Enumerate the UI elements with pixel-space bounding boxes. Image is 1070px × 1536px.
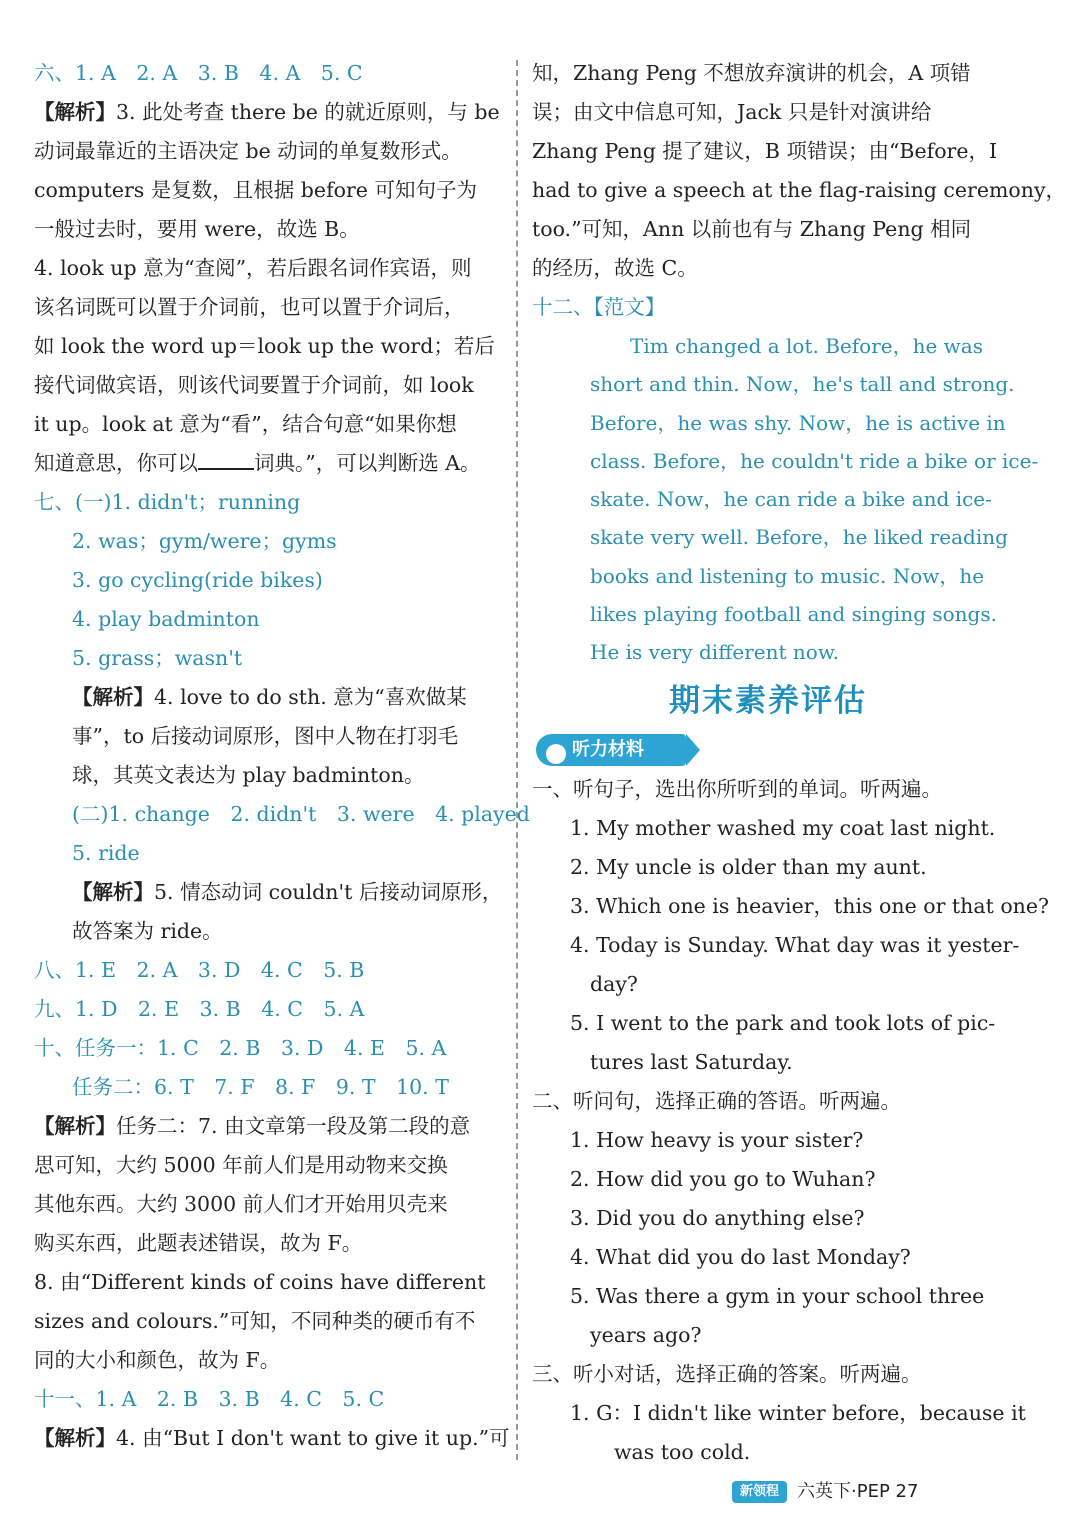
listening-line: was too cold.: [614, 1439, 751, 1464]
line-text: 同的大小和颜色，故为 F。: [34, 1348, 281, 1372]
analysis-tag: 【解析】: [34, 1114, 116, 1138]
answer-line: [34, 249, 506, 288]
fill-blank: [198, 444, 254, 470]
right-column: [532, 54, 1067, 1472]
line-text: 故答案为 ride。: [72, 919, 223, 943]
answer-line: [34, 210, 506, 249]
line-text: computers 是复数，且根据 before 可知句子为: [34, 178, 477, 202]
line-text: 5. ride: [72, 841, 140, 865]
listening-material: [532, 770, 1049, 1472]
answer-line: [34, 1146, 506, 1185]
analysis-line: 误；由文中信息可知，Jack 只是针对演讲给: [532, 100, 932, 124]
answer-line: [34, 990, 506, 1029]
answer-line: [34, 1224, 506, 1263]
answer-line: [34, 327, 506, 366]
analysis-line: Zhang Peng 提了建议，B 项错误；由“Before，I: [532, 139, 998, 163]
listening-line: 2. My uncle is older than my aunt.: [570, 854, 927, 879]
line-text: (二)1. change 2. didn't 3. were 4. played: [72, 802, 530, 826]
analysis-tag: 【解析】: [72, 685, 154, 709]
line-text: sizes and colours.”可知，不同种类的硬币有不: [34, 1309, 476, 1333]
section-title: 期末素养评估: [669, 682, 867, 719]
answer-line: [34, 405, 506, 444]
line-text: 5. 情态动词 couldn't 后接动词原形，: [154, 880, 503, 904]
line-text: 购买东西，此题表述错误，故为 F。: [34, 1231, 363, 1255]
essay-line: He is very different now.: [590, 640, 839, 665]
line-text: 一般过去时，要用 were，故选 B。: [34, 217, 360, 241]
line-text: 知道意思，你可以: [34, 451, 198, 475]
page-number: 六英下·PEP 27: [797, 1481, 919, 1502]
line-text: 十一、1. A 2. B 3. B 4. C 5. C: [34, 1387, 385, 1411]
line-text: 任务二：7. 由文章第一段及第二段的意: [116, 1114, 471, 1138]
analysis-line: 知，Zhang Peng 不想放弃演讲的机会，A 项错: [532, 61, 971, 85]
model-essay-heading: 十二、【范文】: [532, 295, 666, 319]
line-text: 动词最靠近的主语决定 be 动词的单复数形式。: [34, 139, 462, 163]
answer-line: [34, 1263, 506, 1302]
listening-line: 5. Was there a gym in your school three: [570, 1283, 985, 1308]
model-essay: [532, 327, 1039, 672]
answer-line: [34, 912, 506, 951]
answer-line: [34, 1029, 506, 1068]
essay-line: class. Before，he couldn't ride a bike or ice-: [590, 448, 1039, 473]
column-divider: [516, 60, 518, 1460]
answer-line: [34, 1068, 506, 1107]
answer-line: [34, 1419, 510, 1458]
answer-line: [34, 756, 506, 795]
line-text: 六、1. A 2. A 3. B 4. A 5. C: [34, 61, 363, 85]
answer-line: [34, 951, 506, 990]
line-text: 2. was；gym/were；gyms: [72, 529, 337, 553]
listening-line: 3. Which one is heavier，this one or that one?: [570, 893, 1049, 918]
analysis-tag: 【解析】: [72, 880, 154, 904]
line-text: 其他东西。大约 3000 前人们才开始用贝壳来: [34, 1192, 448, 1216]
essay-line: skate. Now，he can ride a bike and ice-: [590, 487, 992, 512]
essay-line: Tim changed a lot. Before，he was: [590, 334, 983, 358]
analysis-line: too.”可知，Ann 以前也有与 Zhang Peng 相同: [532, 217, 972, 241]
listening-line: day?: [590, 971, 638, 996]
listening-banner: 听力材料: [532, 730, 1004, 770]
listening-line: years ago?: [590, 1322, 702, 1347]
line-text: 词典。”，可以判断选 A。: [254, 451, 481, 475]
essay-line: books and listening to music. Now，he: [590, 563, 985, 588]
line-text: 九、1. D 2. E 3. B 4. C 5. A: [34, 997, 365, 1021]
headphone-icon: [546, 744, 566, 764]
line-text: 七、(一)1. didn't；running: [34, 490, 301, 514]
line-text: 如 look the word up＝look up the word；若后: [34, 334, 495, 358]
answer-line: [34, 795, 530, 834]
line-text: 十、任务一：1. C 2. B 3. D 4. E 5. A: [34, 1036, 447, 1060]
answer-line: [34, 639, 506, 678]
answer-line: [34, 522, 506, 561]
line-text: 思可知，大约 5000 年前人们是用动物来交换: [34, 1153, 448, 1177]
answer-line: [34, 1107, 506, 1146]
answer-line: [34, 444, 506, 483]
analysis-tag: 【解析】: [34, 100, 116, 124]
line-text: 8. 由“Different kinds of coins have different: [34, 1270, 486, 1294]
line-text: 4. play badminton: [72, 607, 260, 631]
answer-line: [34, 483, 506, 522]
listening-line: 4. Today is Sunday. What day was it yester-: [570, 932, 1020, 957]
listening-line: 3. Did you do anything else?: [570, 1205, 865, 1230]
left-column: [34, 54, 530, 1458]
analysis-tag: 【解析】: [34, 1426, 116, 1450]
analysis-line: had to give a speech at the flag-raising ceremony，: [532, 178, 1067, 202]
essay-line: short and thin. Now，he's tall and strong.: [590, 372, 1015, 397]
listening-line: 三、听小对话，选择正确的答案。听两遍。: [532, 1361, 922, 1386]
line-text: 4. love to do sth. 意为“喜欢做某: [154, 685, 467, 709]
answer-line: [34, 1302, 506, 1341]
answer-line: [34, 171, 506, 210]
answer-line: [34, 678, 506, 717]
answer-line: [34, 561, 506, 600]
answer-line: [34, 288, 506, 327]
listening-line: tures last Saturday.: [590, 1049, 793, 1074]
line-text: 该名词既可以置于介词前，也可以置于介词后，: [34, 295, 465, 319]
answer-line: [34, 93, 506, 132]
answer-line: [34, 132, 506, 171]
brand-logo: 新领程: [732, 1481, 787, 1503]
line-text: 4. look up 意为“查阅”，若后跟名词作宾语，则: [34, 256, 472, 280]
page-footer: [732, 1474, 918, 1510]
listening-line: 1. G：I didn't like winter before，because it: [570, 1400, 1026, 1425]
answer-line: [34, 1185, 506, 1224]
listening-line: 5. I went to the park and took lots of pic-: [570, 1010, 996, 1035]
answer-line: [34, 1341, 506, 1380]
essay-line: Before，he was shy. Now，he is active in: [590, 410, 1006, 435]
line-text: 3. go cycling(ride bikes): [72, 568, 323, 592]
listening-line: 2. How did you go to Wuhan?: [570, 1166, 876, 1191]
line-text: 3. 此处考查 there be 的就近原则，与 be: [116, 100, 500, 124]
listening-line: 1. My mother washed my coat last night.: [570, 815, 996, 840]
answer-line: [34, 54, 506, 93]
answer-line: [34, 717, 506, 756]
line-text: 4. 由“But I don't want to give it up.”可: [116, 1426, 510, 1450]
line-text: 球，其英文表达为 play badminton。: [72, 763, 425, 787]
analysis-line: 的经历，故选 C。: [532, 256, 698, 280]
listening-line: 一、听句子，选出你所听到的单词。听两遍。: [532, 776, 942, 801]
answer-line: [34, 1380, 506, 1419]
line-text: 八、1. E 2. A 3. D 4. C 5. B: [34, 958, 365, 982]
answer-line: [34, 834, 506, 873]
line-text: 5. grass；wasn't: [72, 646, 243, 670]
line-text: it up。look at 意为“看”，结合句意“如果你想: [34, 412, 457, 436]
listening-line: 二、听问句，选择正确的答语。听两遍。: [532, 1088, 901, 1113]
answer-line: [34, 873, 506, 912]
essay-line: skate very well. Before，he liked reading: [590, 525, 1008, 550]
essay-line: likes playing football and singing songs.: [590, 602, 997, 627]
line-text: 接代词做宾语，则该代词要置于介词前，如 look: [34, 373, 474, 397]
listening-line: 4. What did you do last Monday?: [570, 1244, 911, 1269]
line-text: 事”，to 后接动词原形，图中人物在打羽毛: [72, 724, 459, 748]
line-text: 任务二：6. T 7. F 8. F 9. T 10. T: [72, 1075, 449, 1099]
answer-line: [34, 366, 506, 405]
answer-line: [34, 600, 506, 639]
listening-line: 1. How heavy is your sister?: [570, 1127, 864, 1152]
